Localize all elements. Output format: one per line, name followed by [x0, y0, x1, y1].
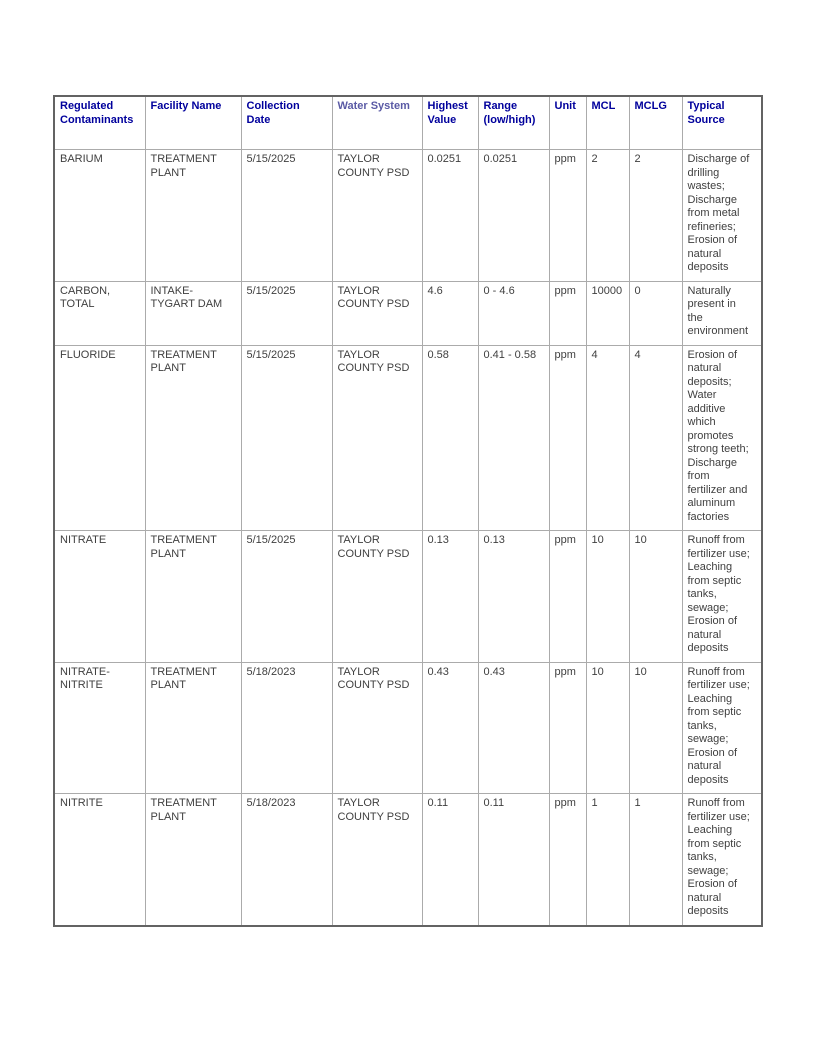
cell-mcl: 10	[586, 531, 629, 663]
cell-mcl: 10	[586, 662, 629, 794]
cell-range: 0 - 4.6	[478, 281, 549, 345]
cell-facility: TREATMENT PLANT	[145, 662, 241, 794]
cell-contaminant: NITRATE	[54, 531, 145, 663]
cell-contaminant: NITRATE-NITRITE	[54, 662, 145, 794]
cell-contaminant: BARIUM	[54, 150, 145, 282]
column-header-range: Range (low/high)	[478, 96, 549, 150]
cell-water-system: TAYLOR COUNTY PSD	[332, 345, 422, 531]
cell-range: 0.0251	[478, 150, 549, 282]
column-header-unit: Unit	[549, 96, 586, 150]
cell-water-system: TAYLOR COUNTY PSD	[332, 281, 422, 345]
cell-mcl: 10000	[586, 281, 629, 345]
cell-contaminant: NITRITE	[54, 794, 145, 926]
cell-collection-date: 5/18/2023	[241, 794, 332, 926]
cell-unit: ppm	[549, 662, 586, 794]
column-header-water-system: Water System	[332, 96, 422, 150]
cell-facility: TREATMENT PLANT	[145, 345, 241, 531]
cell-water-system: TAYLOR COUNTY PSD	[332, 794, 422, 926]
table-row	[54, 281, 762, 345]
table-header-row	[54, 96, 762, 150]
cell-mclg: 4	[629, 345, 682, 531]
cell-collection-date: 5/15/2025	[241, 281, 332, 345]
water-quality-contaminants-table	[53, 95, 763, 927]
cell-range: 0.11	[478, 794, 549, 926]
table-row	[54, 345, 762, 531]
cell-collection-date: 5/15/2025	[241, 150, 332, 282]
cell-highest-value: 0.0251	[422, 150, 478, 282]
table-row	[54, 531, 762, 663]
cell-unit: ppm	[549, 345, 586, 531]
cell-typical-source: Runoff from fertilizer use; Leaching from septic tanks, sewage; Erosion of natural deposits	[682, 531, 762, 663]
table-row	[54, 150, 762, 282]
column-header-highest-value: Highest Value	[422, 96, 478, 150]
column-header-collection-date: Collection Date	[241, 96, 332, 150]
cell-water-system: TAYLOR COUNTY PSD	[332, 531, 422, 663]
column-header-typical-source: Typical Source	[682, 96, 762, 150]
cell-mcl: 4	[586, 345, 629, 531]
cell-typical-source: Naturally present in the environment	[682, 281, 762, 345]
cell-mclg: 2	[629, 150, 682, 282]
cell-range: 0.13	[478, 531, 549, 663]
cell-water-system: TAYLOR COUNTY PSD	[332, 150, 422, 282]
cell-highest-value: 0.43	[422, 662, 478, 794]
cell-highest-value: 0.58	[422, 345, 478, 531]
table-row	[54, 662, 762, 794]
cell-contaminant: FLUORIDE	[54, 345, 145, 531]
column-header-mclg: MCLG	[629, 96, 682, 150]
cell-mcl: 2	[586, 150, 629, 282]
cell-typical-source: Runoff from fertilizer use; Leaching from septic tanks, sewage; Erosion of natural deposits	[682, 794, 762, 926]
cell-mclg: 10	[629, 662, 682, 794]
cell-unit: ppm	[549, 281, 586, 345]
table-row	[54, 794, 762, 926]
cell-mcl: 1	[586, 794, 629, 926]
cell-range: 0.41 - 0.58	[478, 345, 549, 531]
cell-typical-source: Discharge of drilling wastes; Discharge from metal refineries; Erosion of natural deposits	[682, 150, 762, 282]
cell-unit: ppm	[549, 531, 586, 663]
column-header-facility: Facility Name	[145, 96, 241, 150]
cell-collection-date: 5/15/2025	[241, 531, 332, 663]
cell-mclg: 10	[629, 531, 682, 663]
cell-highest-value: 0.13	[422, 531, 478, 663]
cell-unit: ppm	[549, 150, 586, 282]
cell-typical-source: Erosion of natural deposits; Water additive which promotes strong teeth; Discharge from fertilizer and aluminum factories	[682, 345, 762, 531]
cell-collection-date: 5/18/2023	[241, 662, 332, 794]
cell-facility: INTAKE-TYGART DAM	[145, 281, 241, 345]
cell-mclg: 1	[629, 794, 682, 926]
cell-water-system: TAYLOR COUNTY PSD	[332, 662, 422, 794]
cell-range: 0.43	[478, 662, 549, 794]
cell-facility: TREATMENT PLANT	[145, 531, 241, 663]
cell-typical-source: Runoff from fertilizer use; Leaching from septic tanks, sewage; Erosion of natural deposits	[682, 662, 762, 794]
column-header-mcl: MCL	[586, 96, 629, 150]
cell-highest-value: 0.11	[422, 794, 478, 926]
cell-unit: ppm	[549, 794, 586, 926]
cell-highest-value: 4.6	[422, 281, 478, 345]
cell-facility: TREATMENT PLANT	[145, 150, 241, 282]
cell-contaminant: CARBON, TOTAL	[54, 281, 145, 345]
cell-collection-date: 5/15/2025	[241, 345, 332, 531]
cell-mclg: 0	[629, 281, 682, 345]
cell-facility: TREATMENT PLANT	[145, 794, 241, 926]
column-header-contaminant: Regulated Contaminants	[54, 96, 145, 150]
